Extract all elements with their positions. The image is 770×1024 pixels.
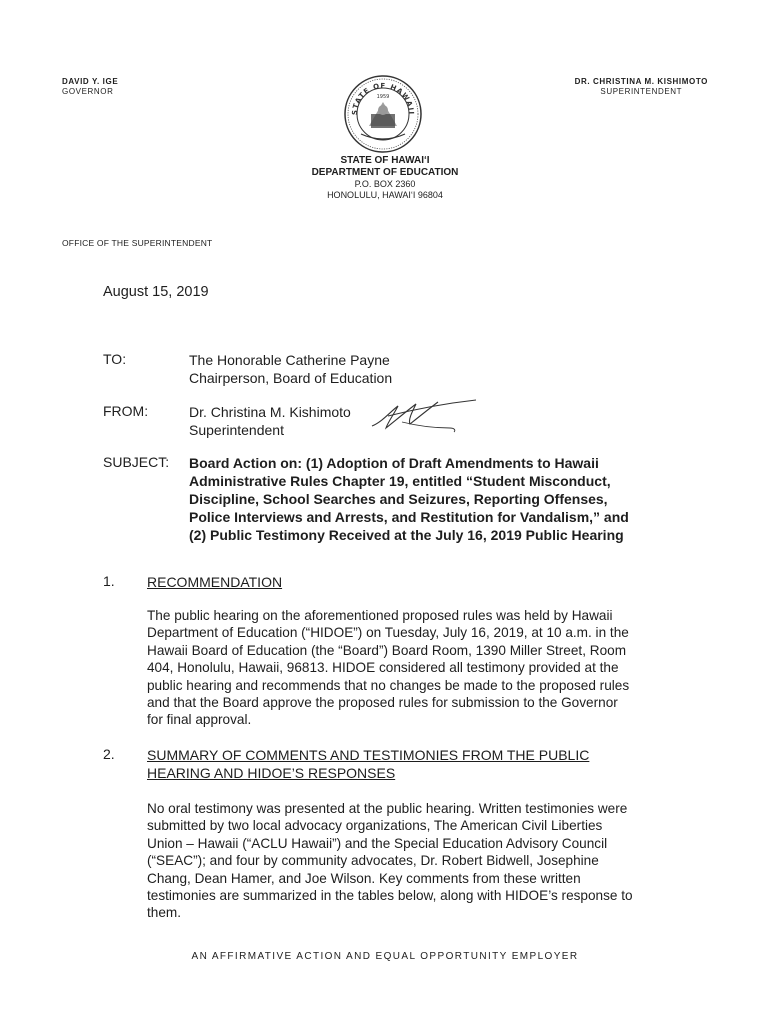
body-line: for final approval.: [147, 712, 252, 728]
superintendent-block: [575, 77, 708, 97]
body-line: The public hearing on the aforementioned proposed rules was held by Hawaii: [147, 608, 613, 623]
body-line: Hawaii Board of Education (the “Board”) Board Room, 1390 Miller Street, Room: [147, 642, 627, 658]
superintendent-title: SUPERINTENDENT: [600, 87, 683, 96]
memo-date: August 15, 2019: [103, 284, 209, 300]
department-address: [0, 155, 770, 201]
to-recipient: [189, 351, 392, 387]
body-line: Chang, Dean Hamer, and Joe Wilson. Key comments from these written: [147, 870, 581, 886]
section-1-number: 1.: [103, 573, 115, 589]
body-line: them.: [147, 905, 181, 921]
section-1-body: [147, 607, 667, 729]
section-2-heading: [147, 746, 589, 782]
heading-line: HEARING AND HIDOE’S RESPONSES: [147, 765, 396, 781]
to-line-1: The Honorable Catherine Payne: [189, 352, 390, 368]
seal-text: STATE OF HAWAII: [350, 81, 416, 116]
body-line: and that the Board approve the proposed rules for submission to the Governor: [147, 695, 618, 711]
dept-pobox: P.O. BOX 2360: [354, 179, 416, 189]
body-line: testimonies are summarized in the tables below, along with HIDOE’s response to: [147, 888, 633, 904]
state-seal-icon: [343, 74, 423, 154]
subject-line: Discipline, School Searches and Seizures, Reporting Offenses,: [189, 491, 608, 507]
dept-name: DEPARTMENT OF EDUCATION: [311, 167, 459, 178]
subject-line: (2) Public Testimony Received at the July 16, 2019 Public Hearing: [189, 527, 624, 543]
section-2-body: [147, 800, 667, 922]
from-label: FROM:: [103, 403, 149, 419]
subject-line: Administrative Rules Chapter 19, entitled “Student Misconduct,: [189, 473, 611, 489]
governor-title: GOVERNOR: [62, 87, 114, 96]
governor-name: DAVID Y. IGE: [62, 77, 119, 86]
body-line: submitted by two local advocacy organizations, The American Civil Liberties: [147, 818, 603, 834]
section-1-heading: RECOMMENDATION: [147, 574, 283, 590]
office-label: OFFICE OF THE SUPERINTENDENT: [62, 238, 213, 248]
from-line-1: Dr. Christina M. Kishimoto: [189, 404, 351, 420]
from-line-2: Superintendent: [189, 422, 284, 438]
seal-year: 1959: [376, 94, 390, 100]
to-label: TO:: [103, 351, 127, 367]
signature-icon: [368, 392, 480, 436]
subject-line: Board Action on: (1) Adoption of Draft Amendments to Hawaii: [189, 455, 599, 471]
dept-state: STATE OF HAWAI‘I: [340, 155, 430, 166]
to-line-2: Chairperson, Board of Education: [189, 370, 393, 386]
body-line: (“SEAC”); and four by community advocates, Dr. Robert Bidwell, Josephine: [147, 853, 599, 869]
heading-line: SUMMARY OF COMMENTS AND TESTIMONIES FROM THE PUBLIC: [147, 747, 590, 763]
from-sender: [189, 403, 351, 439]
subject-label: SUBJECT:: [103, 454, 170, 470]
section-2-number: 2.: [103, 746, 115, 762]
dept-city: HONOLULU, HAWAI‘I 96804: [327, 190, 443, 200]
subject-line: Police Interviews and Arrests, and Restitution for Vandalism,” and: [189, 509, 629, 525]
subject-text: [189, 454, 659, 544]
body-line: 404, Honolulu, Hawaii, 96813. HIDOE considered all testimony provided at the: [147, 660, 619, 676]
superintendent-name: DR. CHRISTINA M. KISHIMOTO: [574, 77, 708, 86]
footer-statement: AN AFFIRMATIVE ACTION AND EQUAL OPPORTUNITY EMPLOYER: [191, 951, 579, 962]
body-line: No oral testimony was presented at the public hearing. Written testimonies were: [147, 801, 628, 816]
governor-block: [62, 77, 118, 97]
body-line: Department of Education (“HIDOE”) on Tuesday, July 16, 2019, at 10 a.m. in the: [147, 625, 629, 641]
body-line: Union – Hawaii (“ACLU Hawaii”) and the Special Education Advisory Council: [147, 835, 608, 851]
body-line: public hearing and recommends that no changes be made to the proposed rules: [147, 677, 630, 693]
